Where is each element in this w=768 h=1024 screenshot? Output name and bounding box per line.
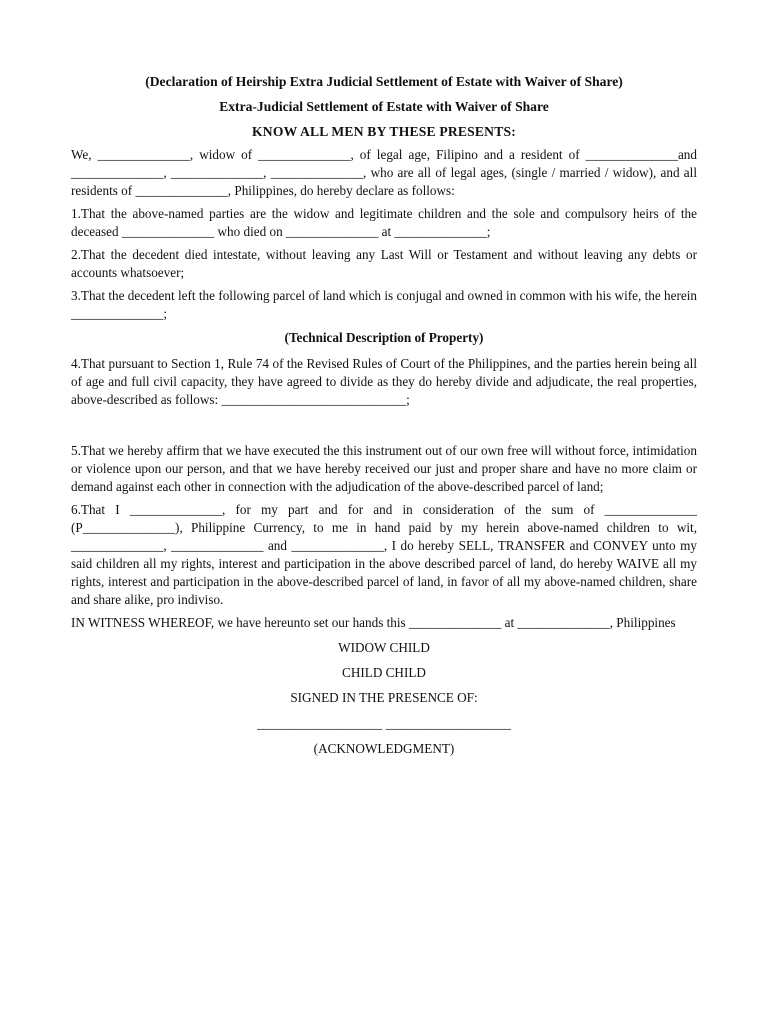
- technical-description-label: (Technical Description of Property): [284, 330, 484, 345]
- spacer: [71, 414, 697, 442]
- document-heading: (Declaration of Heirship Extra Judicial Settlement of Estate with Waiver of Share): [145, 74, 623, 89]
- paragraph-4: 4.That pursuant to Section 1, Rule 74 of the Revised Rules of Court of the Philippines, and the parties herein being all of age and full civil capacity, they have agreed to divide as they do hereby divide and adjudicate, the real properties, above-described as follows: ____________________________;: [71, 356, 697, 407]
- signed-in-presence-label: SIGNED IN THE PRESENCE OF:: [290, 690, 478, 705]
- paragraph-6: 6.That I ______________, for my part and for and in consideration of the sum of ______________ (P______________), Philippine Currency, to me in hand paid by my herein above-named children to wit, ______________, ______________ and ______________, I do hereby SELL, TRANSFER and CONVEY unto my said children all my rights, interest and participation in the above described parcel of land, do hereby WAIVE all my rights, interest and participation in the above-described parcel of land, in favor of all my above-named children, share and share alike, pro indiviso.: [71, 502, 697, 607]
- acknowledgment-label: (ACKNOWLEDGMENT): [313, 741, 455, 756]
- document-salutation: KNOW ALL MEN BY THESE PRESENTS:: [252, 124, 516, 139]
- signature-line-2: CHILD CHILD: [342, 665, 426, 680]
- document-subheading: Extra-Judicial Settlement of Estate with Waiver of Share: [219, 99, 549, 114]
- paragraph-5: 5.That we hereby affirm that we have executed the this instrument out of our own free will without force, intimidation or violence upon our person, and that we have hereby received our just and proper share and have no more claim or demand against each other in connection with the adjudication of the above-described parcel of land;: [71, 443, 697, 494]
- paragraph-1: 1.That the above-named parties are the widow and legitimate children and the sole and compulsory heirs of the deceased ______________ who died on ______________ at ______________;: [71, 206, 697, 239]
- paragraph-3: 3.That the decedent left the following parcel of land which is conjugal and owned in common with his wife, the herein ______________;: [71, 288, 697, 321]
- paragraph-2: 2.That the decedent died intestate, without leaving any Last Will or Testament and without leaving any debts or accounts whatsoever;: [71, 247, 697, 280]
- signature-line-1: WIDOW CHILD: [338, 640, 430, 655]
- witness-clause: IN WITNESS WHEREOF, we have hereunto set our hands this ______________ at ______________, Philippines: [71, 615, 676, 630]
- document-page: [71, 72, 697, 758]
- witness-signature-lines: ___________________ ___________________: [257, 716, 511, 731]
- intro-paragraph: We, ______________, widow of ______________, of legal age, Filipino and a resident of ______________and ______________, ______________, ______________, who are all of legal ages, (single / married / widow), and all residents of ______________, Philippines, do hereby declare as follows:: [71, 147, 697, 198]
